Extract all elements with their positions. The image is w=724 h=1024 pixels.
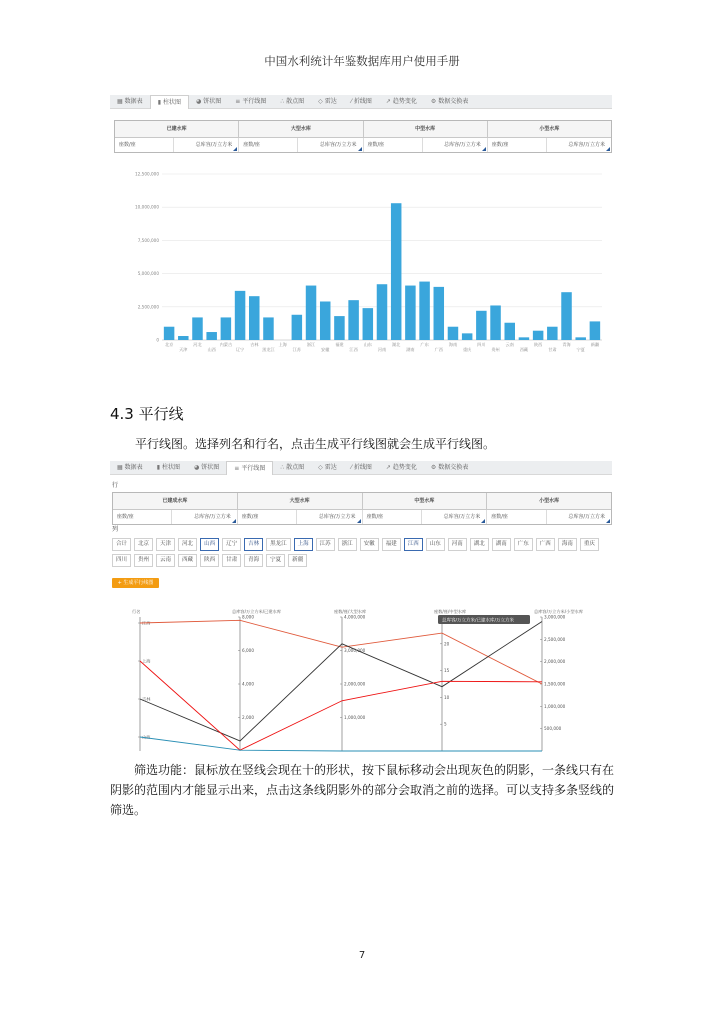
axis-tick-label: 山西	[142, 734, 151, 740]
bar	[533, 331, 544, 340]
row-chip[interactable]: 山西	[200, 538, 219, 551]
sub-header[interactable]: 总库容/万立方米	[422, 510, 487, 524]
sub-header[interactable]: 座数/座	[238, 510, 297, 524]
x-tick-label: 黑龙江	[262, 347, 275, 352]
x-tick-label: 山东	[363, 342, 373, 347]
x-tick-label: 内蒙古	[219, 342, 233, 347]
row-chip[interactable]: 新疆	[288, 554, 307, 567]
x-tick-label: 西藏	[519, 347, 529, 352]
chart-tabbar-bottom	[110, 461, 612, 475]
axis-tick-label: 4,000	[242, 681, 254, 687]
bar	[292, 315, 303, 340]
axis-title: 行名	[132, 609, 141, 614]
tab-bar-chart[interactable]: ▮ 柱状图	[150, 95, 189, 109]
bar	[590, 321, 601, 340]
y-tick-label: 5,000,000	[137, 271, 159, 277]
bar	[504, 323, 515, 340]
tooltip	[438, 615, 530, 624]
tab-scatter[interactable]: ∴ 散点图	[280, 464, 305, 471]
row-chip[interactable]: 福建	[382, 538, 401, 551]
row-chip[interactable]: 辽宁	[222, 538, 241, 551]
sub-header[interactable]: 总库容/万立方米	[174, 138, 239, 152]
x-tick-label: 安徽	[321, 347, 330, 352]
axis-tick-label: 上海	[142, 658, 151, 664]
axis-tick-label: 2,000,000	[344, 681, 366, 687]
scatter-icon: ∴	[280, 98, 285, 105]
row-chip[interactable]: 上海	[294, 538, 313, 551]
x-tick-label: 河南	[377, 347, 387, 352]
group-header: 已建成水库	[113, 493, 238, 509]
axis-title: 座数/座/中型水库	[434, 609, 467, 614]
sub-header[interactable]: 总库容/万立方米	[547, 510, 611, 524]
bar	[192, 317, 203, 340]
row-chip-list	[112, 538, 618, 567]
column-header-grid-top	[114, 120, 612, 153]
row-chip[interactable]: 吉林	[244, 538, 263, 551]
x-tick-label: 青海	[562, 342, 571, 347]
x-tick-label: 陕西	[533, 342, 543, 347]
bar	[334, 316, 345, 340]
table-icon: ▦	[117, 98, 123, 105]
row-chip[interactable]: 青海	[244, 554, 263, 567]
settings-icon: ⚙	[430, 98, 437, 105]
y-tick-label: 10,000,000	[135, 204, 159, 210]
sub-header[interactable]: 座数/座	[364, 138, 423, 152]
sub-header[interactable]: 总库容/万立方米	[298, 138, 363, 152]
pie-icon: ◕	[196, 98, 202, 105]
x-tick-label: 吉林	[250, 342, 259, 347]
scatter-icon: ∴	[280, 464, 285, 471]
bar	[206, 332, 217, 340]
x-tick-label: 四川	[477, 342, 486, 347]
axis-tick-label: 5	[444, 721, 447, 727]
x-tick-label: 新疆	[590, 342, 600, 347]
axis-tick-label: 吉林	[142, 696, 151, 702]
pie-icon: ◕	[194, 464, 200, 471]
bar	[434, 287, 445, 340]
bar	[377, 284, 388, 340]
bar	[363, 308, 374, 340]
row-chip[interactable]: 浙江	[338, 538, 357, 551]
x-tick-label: 重庆	[462, 347, 472, 352]
tab-exchange[interactable]: ⚙ 数据交换表	[430, 98, 469, 105]
tab-parallel[interactable]: ≡ 平行线图	[235, 98, 267, 105]
bar	[235, 291, 246, 340]
row-chip[interactable]: 陕西	[200, 554, 219, 567]
x-tick-label: 甘肃	[548, 347, 557, 352]
sub-header[interactable]: 座数/座	[239, 138, 298, 152]
row-chip[interactable]: 云南	[156, 554, 175, 567]
sub-header[interactable]: 座数/座	[487, 510, 546, 524]
row-chip[interactable]: 山东	[426, 538, 445, 551]
axis-tick-label: 20	[444, 641, 450, 647]
table-icon: ▦	[117, 464, 123, 471]
parallel-icon: ≡	[234, 464, 240, 472]
y-tick-label: 7,500,000	[137, 237, 159, 243]
row-chip[interactable]: 海南	[558, 538, 577, 551]
bar	[561, 292, 572, 340]
row-chip[interactable]: 河南	[448, 538, 467, 551]
tab-line[interactable]: ⁄ 折线图	[350, 464, 372, 471]
col-label: 列	[112, 526, 119, 533]
group-header: 小型水库	[539, 498, 560, 504]
series-line	[140, 661, 542, 750]
tab-pie[interactable]: ◕ 饼状图	[196, 98, 222, 105]
plus-icon: +	[117, 580, 122, 586]
tab-line[interactable]: ⁄ 折线图	[350, 98, 372, 105]
axis-tick-label: 2,000,000	[544, 659, 566, 665]
row-chip[interactable]: 湖南	[492, 538, 511, 551]
y-tick-label: 2,500,000	[137, 304, 159, 310]
radar-icon: ◇	[318, 98, 323, 105]
x-tick-label: 福建	[335, 342, 344, 347]
y-tick-label: 12,500,000	[135, 171, 159, 177]
parallel-chart	[112, 603, 612, 753]
chart-tabbar-top	[110, 95, 612, 109]
row-chip[interactable]: 天津	[156, 538, 175, 551]
x-tick-label: 浙江	[306, 342, 316, 347]
bar	[320, 301, 331, 340]
series-line	[140, 737, 542, 751]
bar-chart-icon: ▮	[156, 464, 160, 471]
axis-title: 座数/座/大型水库	[334, 609, 367, 614]
bar	[462, 333, 473, 340]
row-chip[interactable]: 合计	[112, 538, 131, 551]
tab-table[interactable]: ▦ 数据表	[117, 464, 143, 471]
settings-icon: ⚙	[430, 464, 437, 471]
bar	[547, 327, 558, 340]
group-header: 已建水库	[115, 121, 239, 137]
x-tick-label: 云南	[505, 342, 514, 347]
row-chip[interactable]: 江苏	[316, 538, 335, 551]
row-chip[interactable]: 广西	[536, 538, 555, 551]
axis-tick-label: 1,500,000	[544, 681, 566, 687]
x-tick-label: 河北	[193, 342, 202, 347]
bar	[419, 282, 430, 340]
row-chip[interactable]: 安徽	[360, 538, 379, 551]
bar	[348, 300, 359, 340]
column-header-grid-bottom	[112, 492, 612, 525]
x-tick-label: 山西	[207, 347, 216, 352]
row-chip[interactable]: 宁夏	[266, 554, 285, 567]
x-tick-label: 江苏	[292, 347, 302, 352]
sub-header[interactable]: 座数/座	[488, 138, 547, 152]
row-chip[interactable]: 黑龙江	[266, 538, 291, 551]
page-header: 中国水利统计年鉴数据库用户使用手册	[264, 54, 460, 68]
axis-tick-label: 6,000	[242, 648, 254, 653]
tab-bar-chart[interactable]: ▮ 柱状图	[156, 464, 181, 471]
trend-icon: ↗	[385, 98, 391, 105]
x-tick-label: 湖北	[391, 342, 401, 347]
x-tick-label: 广西	[434, 347, 443, 352]
sub-header[interactable]: 总库容/万立方米	[172, 510, 237, 524]
group-header: 中型水库	[364, 121, 488, 137]
axis-tick-label: 8,000	[242, 614, 254, 620]
bar	[391, 203, 402, 340]
axis-tick-label: 15	[444, 668, 450, 674]
sub-header[interactable]: 座数/座	[113, 510, 172, 524]
trend-icon: ↗	[385, 464, 391, 471]
bar-chart-icon: ▮	[157, 98, 161, 106]
tab-pie[interactable]: ◕ 饼状图	[194, 464, 220, 471]
axis-tick-label: 3,000,000	[544, 614, 566, 620]
sub-header[interactable]: 座数/座	[115, 138, 174, 152]
sub-header[interactable]: 总库容/万立方米	[297, 510, 362, 524]
sub-header[interactable]: 总库容/万立方米	[423, 138, 488, 152]
axis-tick-label: 江西	[142, 620, 151, 626]
series-line	[140, 620, 542, 684]
tab-radar[interactable]: ◇ 雷达	[318, 98, 337, 105]
filter-description: 筛选功能：鼠标放在竖线会现在十的形状，按下鼠标移动会出现灰色的阴影，一条线只有在阴影的范围内才能显示出来，点击这条线阴影外的部分会取消之前的选择。可以支持多条竖线的筛选。	[110, 763, 615, 817]
group-header: 中型水库	[363, 493, 488, 509]
row-chip[interactable]: 贵州	[134, 554, 153, 567]
bar	[575, 337, 586, 340]
bar	[490, 305, 501, 340]
row-chip[interactable]: 江西	[404, 538, 423, 551]
sub-header[interactable]: 座数/座	[363, 510, 422, 524]
parallel-icon: ≡	[235, 98, 241, 105]
bar	[178, 336, 189, 340]
group-header: 小型水库	[539, 126, 560, 132]
x-tick-label: 广东	[420, 342, 429, 347]
row-chip[interactable]: 甘肃	[222, 554, 241, 567]
section-title: 4.3 平行线	[110, 405, 184, 423]
axis-tick-label: 2,500,000	[544, 636, 566, 642]
bar	[249, 296, 260, 340]
row-chip[interactable]: 重庆	[580, 538, 599, 551]
row-chip[interactable]: 四川	[112, 554, 131, 567]
group-header: 大型水库	[238, 493, 363, 509]
tab-parallel[interactable]: ≡ 平行线图	[226, 461, 273, 475]
row-chip[interactable]: 广东	[514, 538, 533, 551]
axis-title: 总库容/万立方米/小型水库	[534, 609, 583, 614]
axis-tick-label: 10	[444, 694, 450, 700]
axis-tick-label: 4,000,000	[344, 614, 366, 620]
row-label: 行	[112, 482, 119, 489]
bar	[519, 337, 530, 340]
x-tick-label: 上海	[278, 342, 287, 347]
row-chip[interactable]: 河北	[178, 538, 197, 551]
group-header: 大型水库	[239, 121, 363, 137]
bar	[221, 317, 232, 340]
tab-scatter[interactable]: ∴ 散点图	[280, 98, 305, 105]
line-icon: ⁄	[350, 98, 352, 105]
x-tick-label: 宁夏	[576, 347, 585, 352]
bar	[448, 327, 459, 340]
bar	[263, 317, 274, 340]
axis-tick-label: 1,000,000	[544, 703, 566, 709]
bar	[405, 286, 416, 340]
y-tick-label: 0	[156, 337, 159, 343]
axis-tick-label: 2,000	[242, 715, 254, 720]
axis-tick-label: 3,000,000	[344, 648, 366, 653]
tooltip-text: 总库容/万立方米/已建水库/万立方米	[442, 618, 515, 624]
sub-header[interactable]: 总库容/万立方米	[547, 138, 611, 152]
x-tick-label: 贵州	[491, 347, 500, 352]
axis-tick-label: 500,000	[544, 726, 562, 732]
axis-tick-label: 1,000,000	[344, 715, 366, 720]
row-chip[interactable]: 湖北	[470, 538, 489, 551]
bar	[164, 327, 175, 340]
x-tick-label: 湖南	[406, 347, 415, 352]
x-tick-label: 天津	[179, 347, 188, 352]
tab-trend[interactable]: ↗ 趋势变化	[385, 98, 417, 105]
line-icon: ⁄	[350, 464, 352, 471]
generate-parallel-button[interactable]: + 生成平行线图	[112, 578, 159, 588]
x-tick-label: 辽宁	[235, 347, 245, 352]
page-number: 7	[358, 950, 366, 961]
tab-table[interactable]: ▦ 数据表	[117, 98, 143, 105]
section-intro: 平行线图。选择列名和行名，点击生成平行线图就会生成平行线图。	[135, 437, 496, 451]
bar	[476, 311, 487, 340]
radar-icon: ◇	[318, 464, 323, 471]
tab-trend[interactable]: ↗ 趋势变化	[385, 464, 417, 471]
axis-title: 总库容/万立方米/已建水库	[232, 609, 281, 614]
tab-radar[interactable]: ◇ 雷达	[318, 464, 337, 471]
bar	[306, 286, 317, 340]
bar-chart	[112, 168, 612, 358]
x-tick-label: 北京	[164, 342, 174, 347]
row-chip[interactable]: 西藏	[178, 554, 197, 567]
x-tick-label: 江西	[349, 347, 358, 352]
tab-exchange[interactable]: ⚙ 数据交换表	[430, 464, 469, 471]
row-chip[interactable]: 北京	[134, 538, 153, 551]
x-tick-label: 海南	[448, 342, 458, 347]
